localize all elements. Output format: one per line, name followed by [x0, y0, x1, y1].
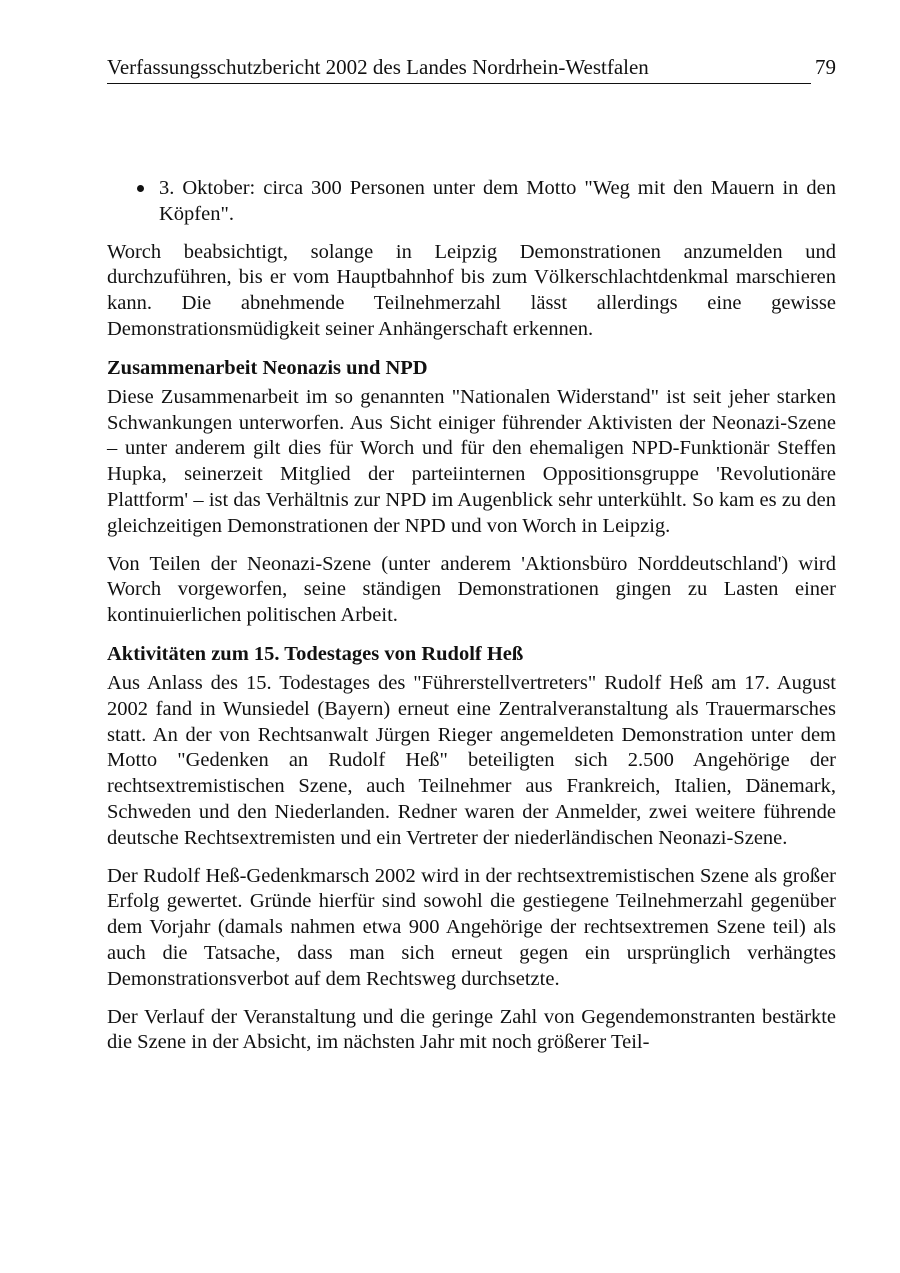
list-item — [107, 176, 836, 228]
running-header-title: Verfassungsschutzbericht 2002 des Landes Nordrhein-Westfalen — [107, 55, 649, 79]
paragraph-gedenkmarsch: Der Rudolf Heß-Gedenkmarsch 2002 wird in der rechtsextremistischen Szene als großer Erfolg gewertet. Gründe hierfür sind sowohl die gestiegene Teilnehmerzahl gegenüber dem Vorjahr (damals nahmen etwa 900 Angehörige der rechtsextremen Szene teil) als auch die Tatsache, dass man sich erneut gegen ein ursprünglich verhängtes Demonstrationsverbot auf dem Rechtsweg durchsetzte. — [107, 864, 836, 990]
page-header — [107, 54, 836, 84]
bullet-list — [107, 176, 836, 228]
paragraph-worch-leipzig: Worch beabsichtigt, solange in Leipzig Demonstrationen anzumelden und durchzuführen, bis er vom Hauptbahnhof bis zum Völkerschlachtdenkmal marschieren kann. Die abnehmende Teilnehmerzahl lässt allerdings eine gewisse Demonstrationsmüdigkeit seiner Anhängerschaft erkennen. — [107, 240, 836, 340]
section-heading-todestag: Aktivitäten zum 15. Todestages von Rudolf Heß — [107, 642, 524, 665]
page-body — [107, 176, 836, 1068]
bullet-text: 3. Oktober: circa 300 Personen unter dem Motto "Weg mit den Mauern in den Köpfen". — [159, 177, 836, 225]
paragraph-wunsiedel: Aus Anlass des 15. Todestages des "Führerstellvertreters" Rudolf Heß am 17. August 2002 fand in Wunsiedel (Bayern) erneut eine Zentralveranstaltung als Trauermarsches statt. An der von Rechtsanwalt Jürgen Rieger angemeldeten Demonstration unter dem Motto "Gedenken an Rudolf Heß" beteiligten sich 2.500 Angehörige der rechtsextremistischen Szene, auch Teilnehmer aus Frankreich, Italien, Dänemark, Schweden und den Niederlanden. Redner waren der Anmelder, zwei weitere führende deutsche Rechtsextremisten und ein Vertreter der niederländischen Neonazi-Szene. — [107, 671, 836, 849]
header-rule — [107, 83, 811, 84]
paragraph-verlauf: Der Verlauf der Veranstaltung und die geringe Zahl von Gegendemonstranten bestärkte die Szene in der Absicht, im nächsten Jahr mit noch größerer Teil- — [107, 1005, 836, 1054]
bullet-icon — [137, 185, 144, 192]
paragraph-aktionsbuero: Von Teilen der Neonazi-Szene (unter anderem 'Aktionsbüro Norddeutschland') wird Worch vorgeworfen, seine ständigen Demonstrationen gingen zu Lasten einer kontinuierlichen politischen Arbeit. — [107, 552, 836, 627]
section-heading-zusammenarbeit: Zusammenarbeit Neonazis und NPD — [107, 356, 428, 379]
paragraph-nationaler-widerstand: Diese Zusammenarbeit im so genannten "Nationalen Widerstand" ist seit jeher starken Schwankungen unterworfen. Aus Sicht einiger führender Aktivisten der Neonazi-Szene – unter anderem gilt dies für Worch und für den ehemaligen NPD-Funktionär Steffen Hupka, seinerzeit Mitglied der parteiinternen Oppositionsgruppe 'Revolutionäre Plattform' – ist das Verhältnis zur NPD im Augenblick sehr unterkühlt. So kam es zu den gleichzeitigen Demonstrationen der NPD und von Worch in Leipzig. — [107, 385, 836, 537]
page-number: 79 — [815, 55, 836, 79]
